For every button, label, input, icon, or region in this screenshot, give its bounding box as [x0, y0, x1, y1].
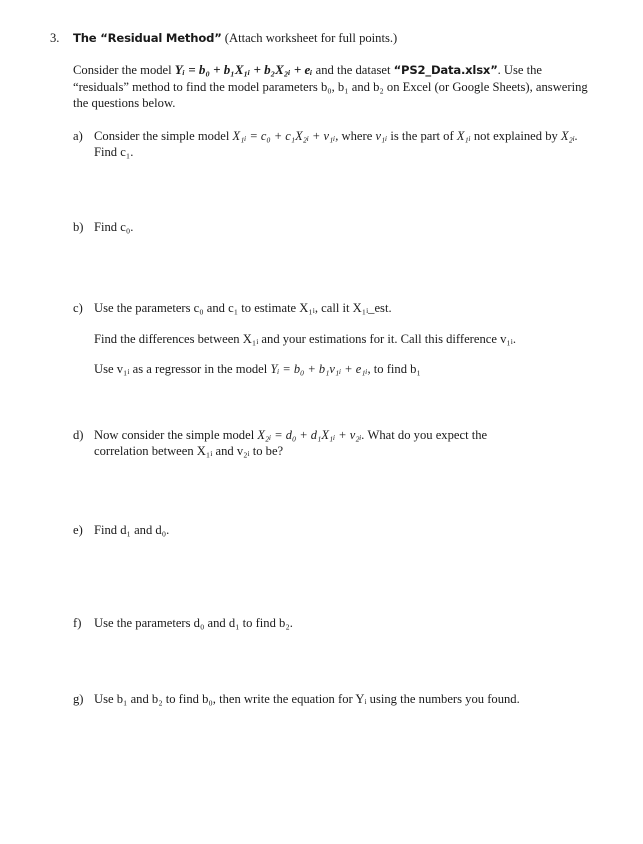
- question-title-quote: ”: [214, 31, 222, 45]
- intro-text-3: . Use the “residuals” method to find the model parameters b₀, b₁ and b₂ on Excel (or Google Sheets), answering the questions below.: [73, 63, 588, 110]
- part-e-label: e): [73, 523, 83, 537]
- part-a-label: a): [73, 129, 83, 143]
- part-d-t2: What do you expect the correlation between X₁ᵢ and v₂ᵢ to be?: [94, 428, 488, 458]
- part-a-var2: X₁ᵢ: [456, 129, 471, 143]
- part-d-label: d): [73, 428, 84, 442]
- part-c-line-3a: Use v₁ᵢ as a regressor in the model: [94, 362, 268, 376]
- part-d-equation: X₂ᵢ = d₀ + d₁X₁ᵢ + v₂ᵢ.: [257, 428, 365, 442]
- part-a-var: v₁ᵢ: [375, 129, 388, 143]
- part-c-line-2: Find the differences between X₁ᵢ and your estimations for it. Call this difference v₁ᵢ.: [94, 332, 516, 346]
- dataset-name: “PS2_Data.xlsx”: [393, 63, 498, 77]
- part-a-t1: Consider the simple model: [94, 129, 230, 143]
- part-g-label: g): [73, 692, 84, 706]
- part-e-text: Find d₁ and d₀.: [94, 523, 170, 537]
- question-title: [73, 31, 397, 46]
- model-equation: Yᵢ = b₀ + b₁X₁ᵢ + b₂X₂ᵢ + eᵢ: [174, 62, 313, 77]
- part-b-text: Find c₀.: [94, 220, 134, 234]
- part-a-equation: X₁ᵢ = c₀ + c₁X₂ᵢ + v₁ᵢ,: [232, 129, 339, 143]
- part-a-text: [94, 129, 589, 160]
- part-c-line-3b: , to find b₁: [367, 362, 421, 376]
- part-c-line-3: [94, 362, 594, 378]
- part-c-equation: Yᵢ = b₀ + b₁v₁ᵢ + e₁ᵢ: [270, 362, 368, 376]
- intro-text-2: and the dataset: [315, 63, 391, 77]
- part-c-line-1: Use the parameters c₀ and c₁ to estimate X₁ᵢ, call it X₁ᵢ_est.: [94, 301, 392, 315]
- part-c-label: c): [73, 301, 83, 315]
- part-f-text: Use the parameters d₀ and d₁ to find b₂.: [94, 616, 293, 630]
- intro-text-1: Consider the model: [73, 63, 172, 77]
- intro-paragraph: [73, 62, 593, 112]
- part-a-t4: not explained by: [473, 129, 558, 143]
- part-b-label: b): [73, 220, 84, 234]
- part-d-t1: Now consider the simple model: [94, 428, 255, 442]
- part-g-text: Use b₁ and b₂ to find b₀, then write the equation for Yᵢ using the numbers you found.: [94, 692, 520, 706]
- part-d-text: [94, 428, 544, 459]
- part-a-t5: Find c₁.: [94, 144, 134, 159]
- part-a-var3: X₂ᵢ.: [560, 129, 578, 143]
- question-title-text: The “Residual Method: [73, 31, 215, 45]
- part-a-t3: is the part of: [390, 129, 454, 143]
- part-a-t2: where: [341, 129, 373, 143]
- part-f-label: f): [73, 616, 82, 630]
- question-number: 3.: [50, 31, 60, 45]
- question-title-note: (Attach worksheet for full points.): [224, 31, 398, 45]
